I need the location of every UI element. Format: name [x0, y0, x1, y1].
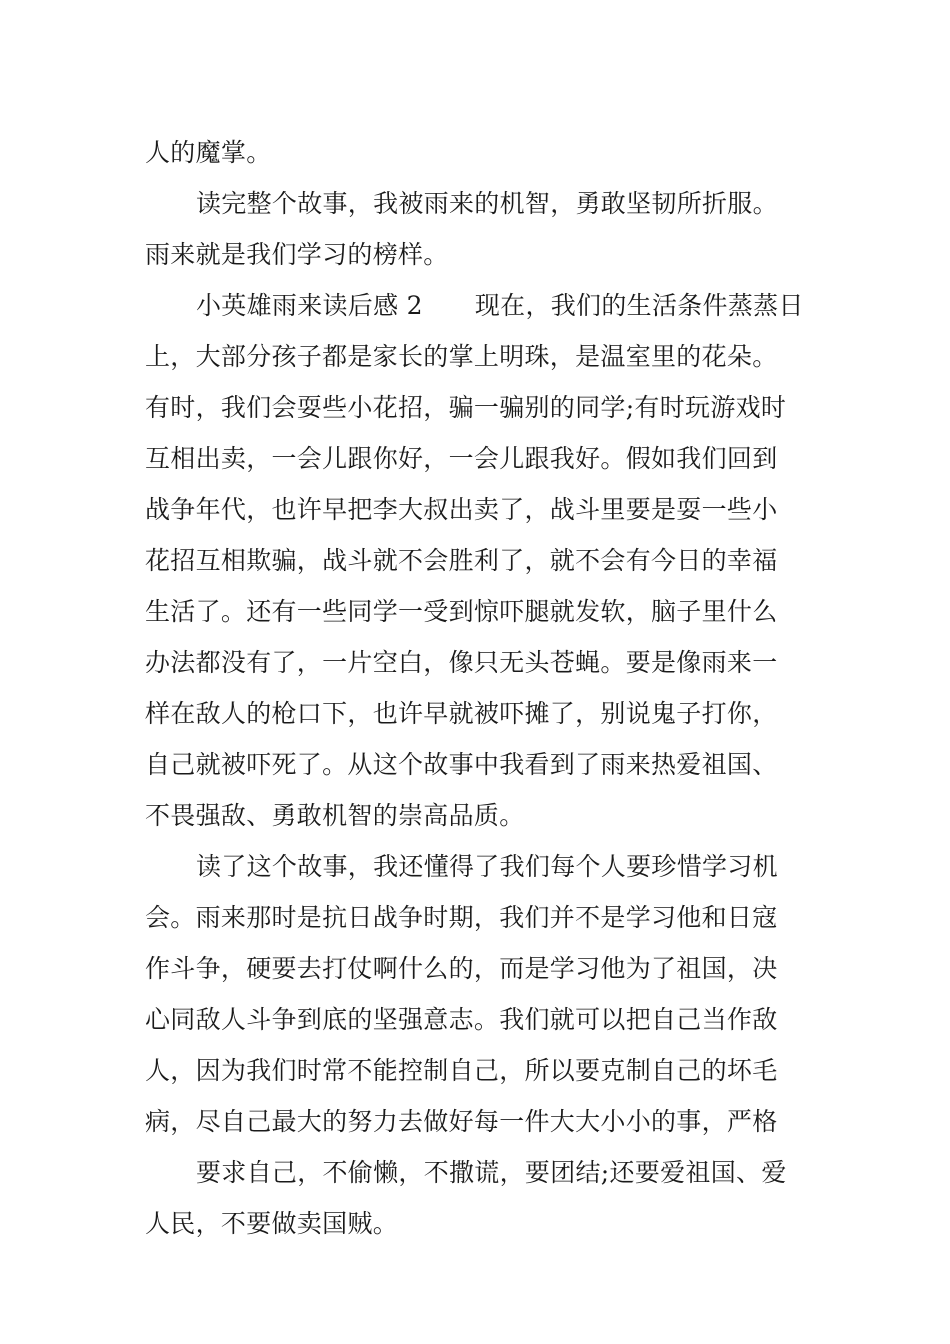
paragraph-start-text: 现在，我们的生活条件蒸蒸日 [474, 291, 804, 320]
section-title-line [145, 280, 810, 331]
text-line: 会。雨来那时是抗日战争时期，我们并不是学习他和日寇 [145, 903, 778, 932]
text-line: 不畏强敌、勇敢机智的崇高品质。 [145, 801, 525, 830]
text-line: 有时，我们会耍些小花招，骗一骗别的同学;有时玩游戏时 [145, 393, 787, 422]
text-line: 互相出卖，一会儿跟你好，一会儿跟我好。假如我们回到 [145, 444, 778, 473]
text-line: 办法都没有了，一片空白，像只无头苍蝇。要是像雨来一 [145, 648, 778, 677]
text-line: 心同敌人斗争到底的坚强意志。我们就可以把自己当作敌 [145, 1005, 778, 1034]
text-line: 花招互相欺骗，战斗就不会胜利了，就不会有今日的幸福 [145, 546, 778, 575]
text-line: 作斗争，硬要去打仗啊什么的，而是学习他为了祖国，决 [145, 954, 778, 983]
text-line: 病，尽自己最大的努力去做好每一件大大小小的事，严格 [145, 1107, 778, 1136]
text-line: 雨来就是我们学习的榜样。 [145, 240, 449, 269]
section-title: 小英雄雨来读后感 2 [196, 291, 423, 320]
text-line: 自己就被吓死了。从这个故事中我看到了雨来热爱祖国、 [145, 750, 778, 779]
essay-body [145, 127, 810, 1249]
paragraph-start-line: 读完整个故事，我被雨来的机智，勇敢坚韧所折服。 [196, 189, 778, 218]
text-line: 人民，不要做卖国贼。 [145, 1209, 399, 1238]
text-line: 上，大部分孩子都是家长的掌上明珠，是温室里的花朵。 [145, 342, 778, 371]
text-line: 人的魔掌。 [145, 138, 272, 167]
text-line: 样在敌人的枪口下，也许早就被吓摊了，别说鬼子打你， [145, 699, 778, 728]
paragraph-start-line: 要求自己，不偷懒，不撒谎，要团结;还要爱祖国、爱 [196, 1158, 787, 1187]
text-line: 人，因为我们时常不能控制自己，所以要克制自己的坏毛 [145, 1056, 778, 1085]
text-line: 战争年代，也许早把李大叔出卖了，战斗里要是耍一些小 [145, 495, 778, 524]
paragraph-start-line: 读了这个故事，我还懂得了我们每个人要珍惜学习机 [196, 852, 778, 881]
text-line: 生活了。还有一些同学一受到惊吓腿就发软，脑子里什么 [145, 597, 778, 626]
